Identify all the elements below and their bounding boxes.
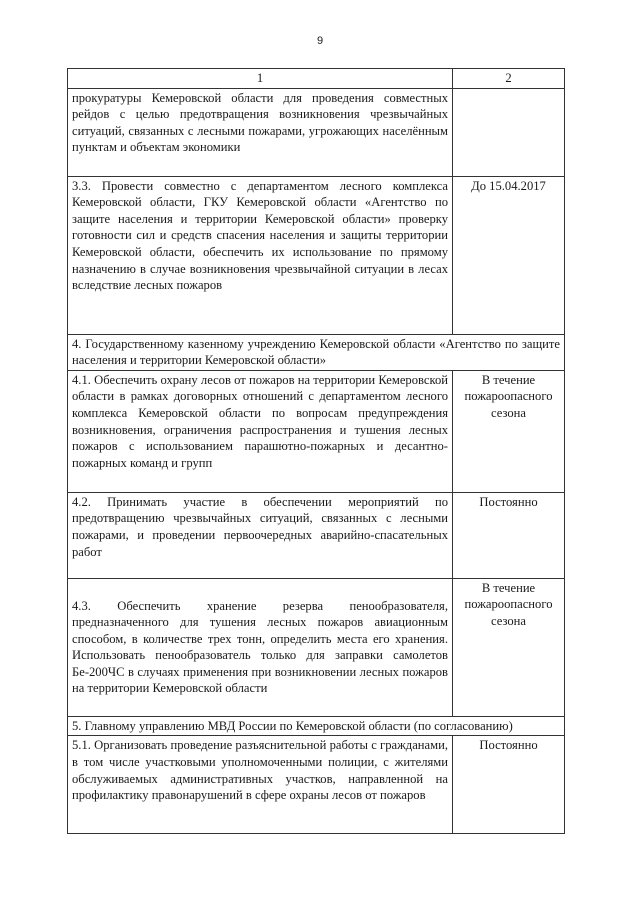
measure-text: 4.1. Обеспечить охрану лесов от пожаров на территории Кемеровской области в рамках договорных отношений с департаментом лесного комплекса Кемеровской области по вопросам предупреждения возникновения, ограничения распространения и тушения лесных пожаров с использованием парашютно-пожарных и десантно-пожарных команд и групп bbox=[68, 370, 453, 492]
measure-text: 4.3. Обеспечить хранение резерва пенообразователя, предназначенного для тушения лесных пожаров авиационным способом, в количестве трех тонн, определить места его хранения. Использовать пенообразователь только для заправки самолетов Бе-200ЧС в случаях применения при возникновении лесных пожаров на территории Кемеровской области bbox=[68, 578, 453, 716]
table-header-row bbox=[68, 69, 565, 89]
measure-term: Постоянно bbox=[453, 736, 565, 834]
section-row bbox=[68, 334, 565, 370]
table-row bbox=[68, 176, 565, 334]
measure-text: прокуратуры Кемеровской области для проведения совместных рейдов с целью предотвращения возникновения чрезвычайных ситуаций, связанных с лесными пожарами, угрожающих населённым пунктам и объектам экономики bbox=[68, 88, 453, 176]
measure-text: 4.2. Принимать участие в обеспечении мероприятий по предотвращению чрезвычайных ситуаций, связанных с лесными пожарами, и проведении первоочередных аварийно-спасательных работ bbox=[68, 492, 453, 578]
measure-text: 5.1. Организовать проведение разъяснительной работы с гражданами, в том числе участковыми уполномоченными полиции, с жителями обслуживаемых административных участков, направленной на профилактику правонарушений в сфере охраны лесов от пожаров bbox=[68, 736, 453, 834]
section-heading: 5. Главному управлению МВД России по Кемеровской области (по согласованию) bbox=[68, 716, 565, 736]
table-row bbox=[68, 578, 565, 716]
column-header-1: 1 bbox=[68, 69, 453, 89]
table-row bbox=[68, 492, 565, 578]
table-row bbox=[68, 88, 565, 176]
measure-term: Постоянно bbox=[453, 492, 565, 578]
section-heading: 4. Государственному казенному учреждению Кемеровской области «Агентство по защите населения и территории Кемеровской области» bbox=[68, 334, 565, 370]
measure-term: В течение пожароопасного сезона bbox=[453, 370, 565, 492]
measures-table bbox=[67, 68, 565, 834]
section-row bbox=[68, 716, 565, 736]
table-row bbox=[68, 370, 565, 492]
table-row bbox=[68, 736, 565, 834]
measure-term bbox=[453, 88, 565, 176]
measure-text: 3.3. Провести совместно с департаментом лесного комплекса Кемеровской области, ГКУ Кемеровской области «Агентство по защите населения и территории Кемеровской области» проверку готовности сил и средств спасения населения и защиты территории Кемеровской области, обеспечить их использование по прямому назначению в случае возникновения чрезвычайной ситуации в лесах вследствие лесных пожаров bbox=[68, 176, 453, 334]
measure-term: В течение пожароопасного сезона bbox=[453, 578, 565, 716]
page-number: 9 bbox=[316, 35, 324, 47]
column-header-2: 2 bbox=[453, 69, 565, 89]
measure-term: До 15.04.2017 bbox=[453, 176, 565, 334]
